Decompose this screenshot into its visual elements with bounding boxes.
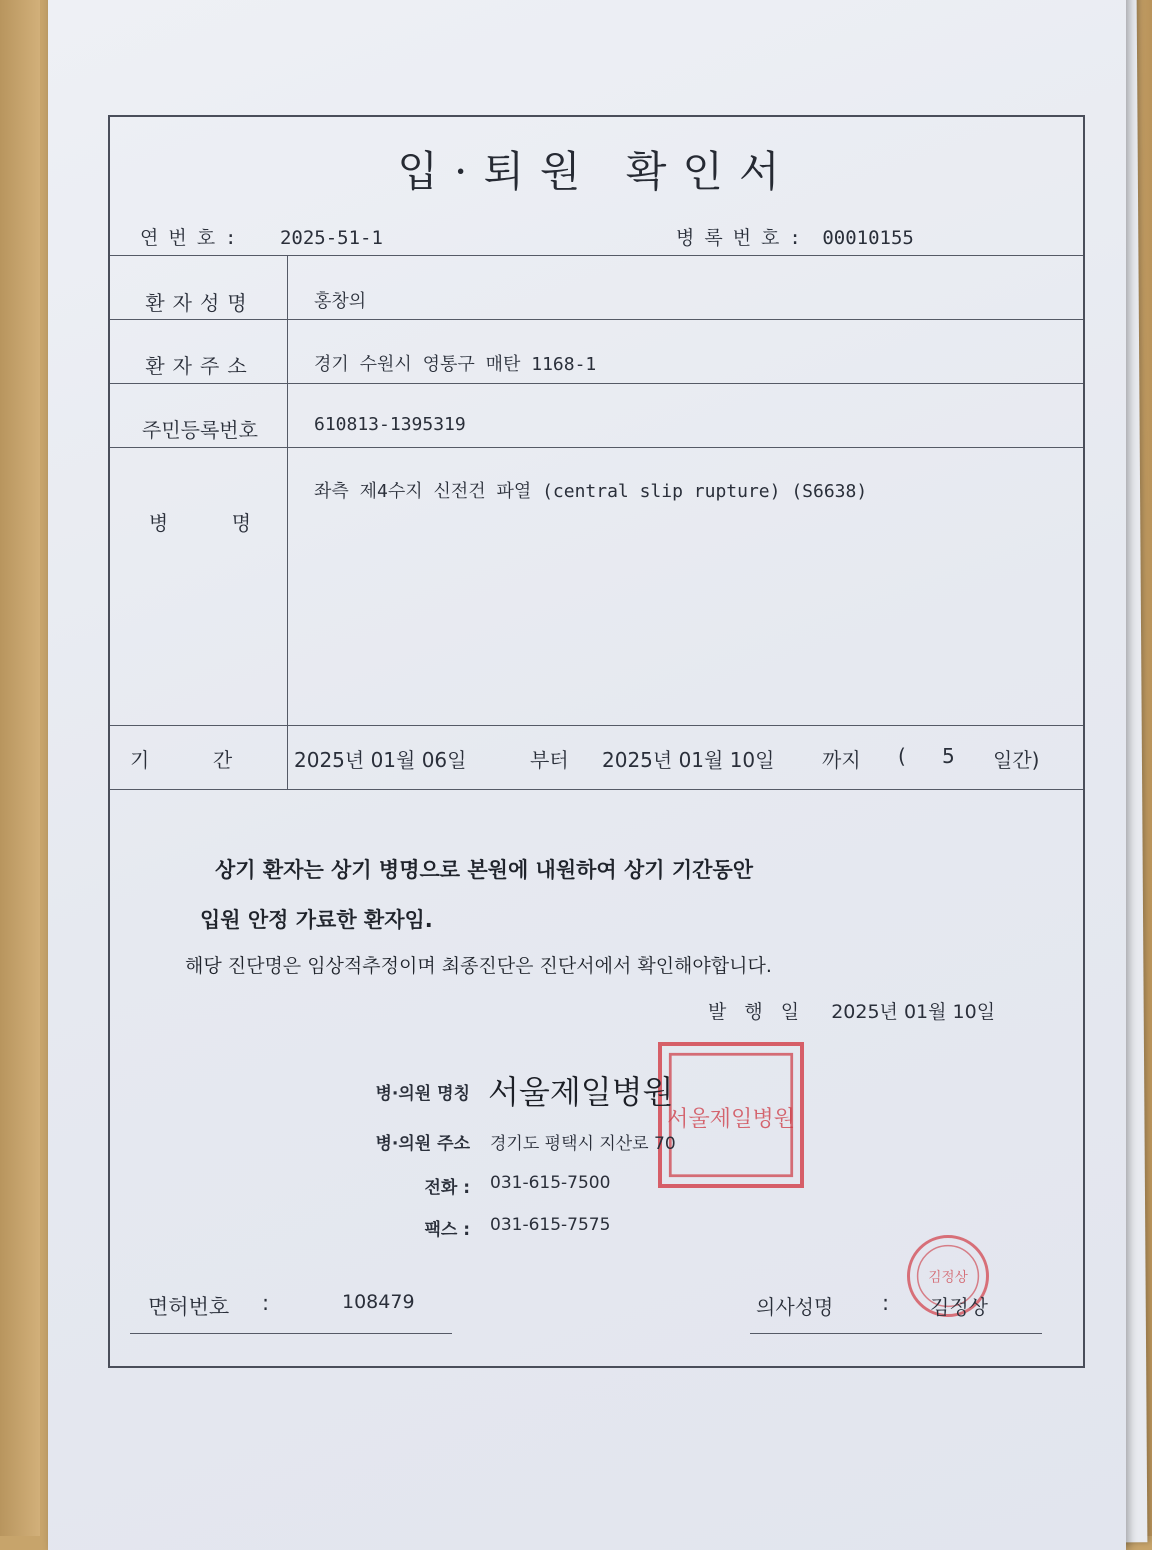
license-colon: : <box>262 1291 270 1315</box>
phone-label: 전화 : <box>424 1178 470 1198</box>
serial-value: 2025-51-1 <box>279 227 383 249</box>
record-label: 병록번호: <box>676 227 811 249</box>
divider <box>110 383 1083 384</box>
statement-line-3: 해당 진단명은 임상적추정이며 최종진단은 진단서에서 확인해야합니다. <box>185 955 772 977</box>
doctor-seal-text: 김정상 <box>928 1269 968 1286</box>
serial-label: 연번호: <box>140 227 247 249</box>
patient-name-label: 환자성명 <box>145 291 255 315</box>
issue-label: 발 행 일 <box>708 1001 806 1023</box>
license-underline <box>130 1333 452 1334</box>
resident-number-label: 주민등록번호 <box>142 418 258 442</box>
hospital-name: 서울제일병원 <box>488 1073 674 1111</box>
divider <box>110 255 1083 256</box>
period-until: 까지 <box>822 748 861 772</box>
record-value: 00010155 <box>822 227 914 249</box>
hospital-seal <box>658 1042 804 1188</box>
period-days: 5 <box>942 744 955 768</box>
patient-address-value: 경기 수원시 영통구 매탄 1168-1 <box>314 354 597 375</box>
period-from: 부터 <box>530 748 569 772</box>
doctor-name: 김정상 <box>930 1295 988 1319</box>
record-number <box>676 223 914 250</box>
document-title: 입·퇴원 확인서 <box>397 147 796 196</box>
period-end: 2025년 01월 10일 <box>602 748 775 772</box>
diagnosis-label: 병 명 <box>148 511 252 535</box>
patient-name-value: 홍창의 <box>314 291 367 312</box>
resident-number-value: 610813-1395319 <box>314 414 466 435</box>
desk-surface-left <box>0 0 40 1536</box>
doctor-underline <box>750 1333 1042 1334</box>
license-label: 면허번호 <box>148 1295 230 1319</box>
seal-text: 서울제일병원 <box>667 1107 795 1133</box>
hospital-name-label: 병·의원 명칭 <box>375 1084 470 1104</box>
period-days-unit: 일간) <box>993 748 1040 772</box>
fax-value: 031-615-7575 <box>490 1215 611 1235</box>
phone-value: 031-615-7500 <box>490 1173 611 1193</box>
divider <box>110 447 1083 448</box>
period-paren: ( <box>898 744 906 768</box>
statement-line-1: 상기 환자는 상기 병명으로 본원에 내원하여 상기 기간동안 <box>215 858 754 882</box>
hospital-address: 경기도 평택시 지산로 70 <box>490 1134 676 1154</box>
form-frame <box>108 115 1085 1368</box>
hospital-address-label: 병·의원 주소 <box>375 1134 470 1154</box>
serial-number <box>140 223 383 250</box>
period-start: 2025년 01월 06일 <box>294 748 467 772</box>
issue-date <box>708 997 995 1024</box>
diagnosis-value: 좌측 제4수지 신전건 파열 (central slip rupture) (S6638) <box>314 481 868 502</box>
issue-date-value: 2025년 01월 10일 <box>831 1001 996 1023</box>
doctor-colon: : <box>882 1291 890 1315</box>
statement-line-2: 입원 안정 가료한 환자임. <box>200 908 433 932</box>
divider <box>110 725 1083 726</box>
license-value: 108479 <box>342 1291 415 1313</box>
patient-address-label: 환자주소 <box>145 354 255 378</box>
document-sheet <box>48 0 1126 1550</box>
doctor-label: 의사성명 <box>756 1295 834 1319</box>
fax-label: 팩스 : <box>424 1220 470 1240</box>
divider <box>110 789 1083 790</box>
divider <box>110 319 1083 320</box>
period-label: 기 간 <box>130 748 233 772</box>
